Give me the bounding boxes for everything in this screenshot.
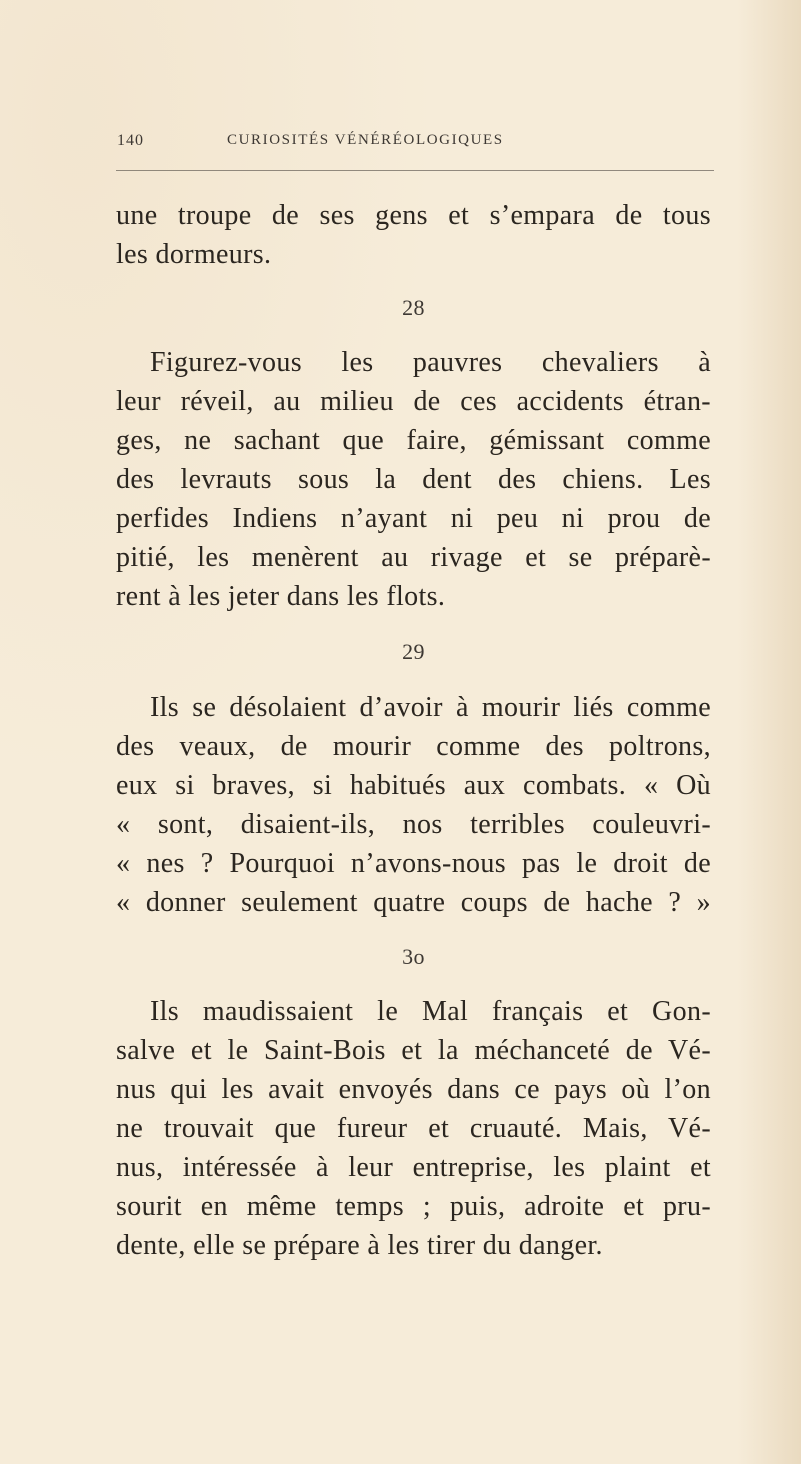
text-line: leur réveil, au milieu de ces accidents étran- [116,386,711,417]
text-line: salve et le Saint-Bois et la méchanceté de Vé- [116,1035,711,1066]
text-line: Figurez-vous les pauvres chevaliers à [150,347,711,378]
main-text [116,196,711,1265]
header-rule [116,170,714,171]
text-line: ne trouvait que fureur et cruauté. Mais, Vé- [116,1113,711,1144]
text-line: « sont, disaient-ils, nos terribles couleuvri- [116,809,711,840]
text-line: nus qui les avait envoyés dans ce pays où l’on [116,1074,711,1105]
section-paragraph-30 [116,992,711,1265]
section-number: 29 [402,639,425,664]
section-paragraph-29 [116,688,711,922]
page-number: 140 [117,132,144,149]
section-paragraph-28 [116,343,711,616]
text-line: sourit en même temps ; puis, adroite et pru- [116,1191,711,1222]
text-line: ges, ne sachant que faire, gémissant comme [116,425,711,456]
opening-paragraph [116,196,711,274]
text-line: dente, elle se prépare à les tirer du danger. [116,1230,603,1261]
text-line: « donner seulement quatre coups de hache ? » [116,887,711,918]
text-line: Ils se désolaient d’avoir à mourir liés comme [150,692,711,723]
section-number: 28 [402,295,425,320]
text-line: nus, intéressée à leur entreprise, les plaint et [116,1152,711,1183]
text-line: eux si braves, si habitués aux combats. « Où [116,770,711,801]
text-line: des veaux, de mourir comme des poltrons, [116,731,711,762]
text-line: Ils maudissaient le Mal français et Gon- [150,996,711,1027]
text-line: pitié, les menèrent au rivage et se préparè- [116,542,711,573]
page-header [117,132,713,156]
text-line: des levrauts sous la dent des chiens. Les [116,464,711,495]
text-line: les dormeurs. [116,239,272,270]
text-line: perfides Indiens n’ayant ni peu ni prou de [116,503,711,534]
text-line: « nes ? Pourquoi n’avons-nous pas le droit de [116,848,711,879]
section-number: 3o [402,944,425,969]
running-title: CURIOSITÉS VÉNÉRÉOLOGIQUES [227,132,504,148]
text-line: une troupe de ses gens et s’empara de tous [116,200,711,231]
text-line: rent à les jeter dans les flots. [116,581,446,612]
